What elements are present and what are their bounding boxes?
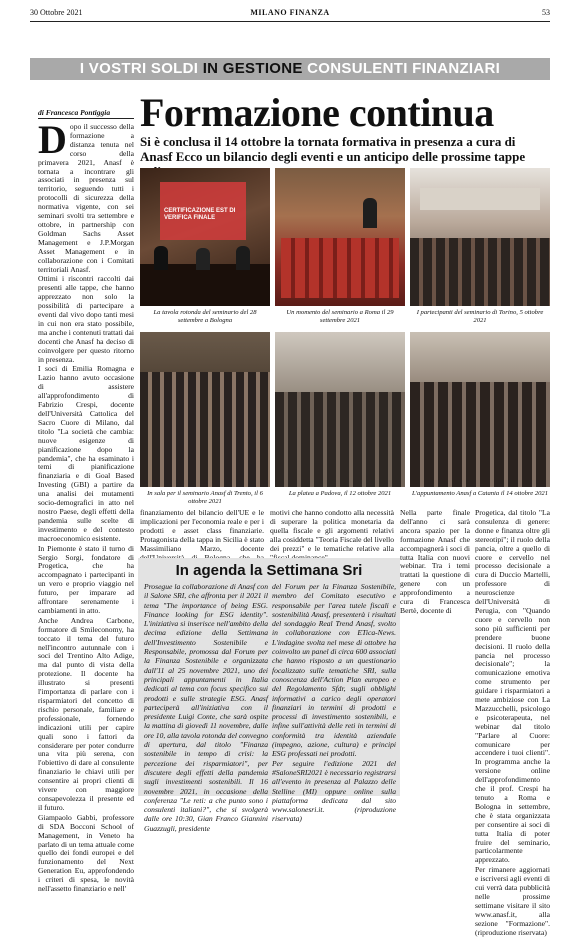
publication-name: MILANO FINANZA [250, 7, 330, 17]
photo-caption-trento: In sala per il seminario Anasf di Trento, il 6 ottobre 2021 [147, 490, 263, 505]
section-part-3: CONSULENTI FINANZIARI [307, 60, 501, 77]
screen-text: CERTIFICAZIONE EST DI VERIFICA FINALE [164, 208, 236, 221]
speaker-figure [154, 246, 168, 270]
audience-seats [410, 238, 550, 306]
issue-date: 30 Ottobre 2021 [30, 7, 83, 17]
article-column-4: Nella parte finale dell'anno ci sarà ancora spazio per la formazione Anasf che accompagnerà i soci di tutta Italia con nuovi webinar. Tra i temi trattati la questione di genere con un approfondimento a cura di Francesca Bertè, docente di [400, 508, 470, 615]
photo-caption-roma: Un momento del seminario a Roma il 29 settembre 2021 [286, 309, 394, 324]
photo-catania [410, 332, 550, 487]
agenda-box-column-1: Prosegue la collaborazione di Anasf con il Salone SRI, che affronta per il 2021 il tema "The importance of being ESG. Finance looking for ESG identity". L'iniziativa si inserisce nell'ambito della decima edizione della Settimana dell'Investimento Sostenibile e Responsabile, promossa dal Forum per la Finanza Sostenibile e organizzata dall'11 al 25 novembre 2021, uno dei principali appuntamenti in Italia dedicati al tema con focus specifico sui prodotti e sulle strategie ESG. Anasf parteciperà all'iniziativa con il presidente Luigi Conte, che sarà ospite la mattina di giovedì 11 novembre, dalle ore 10, alla tavola rotonda del convegno di apertura, dal titolo "Finanza sostenibile in tempo di crisi: la percezione dei risparmiatori", per discutere degli effetti della pandemia sugli investimenti sostenibili. Il 16 novembre 2021, in occasione della conferenza "Le reti: a che punto sono i consulenti italiani?", che si svolgerà dalle ore 10:30, Gian Franco Giannini Guazzugli, presidente [144, 582, 268, 833]
col5-paragraph-1: Progetica, dal titolo "La consulenza di genere: donne e finanza oltre gli stereotipi"; il ruolo della pancia, oltre a quello di cuore e cervello nel processo decisionale a cura di Duccio Martelli, professore di neuroscienze dell'Università di Perugia, con "Quando cuore e cervello non sono più sufficienti per prendere buone decisioni. Il ruolo della pancia nel processo decisionale"; la comunicazione emotiva come strumento per guidare i risparmiatori a mete ambiziose con La Mazzucchelli, psicologo e psicoterapeuta, nel webinar dal titolo "Parlare al Cuore: comunicare per accendere i tuoi clienti". In programma anche la versione online dell'approfondimento che il prof. Crespi ha tenuto a Roma e Bologna in settembre, che è stata organizzata per consentire ai soci di tutta Italia di poter fruire del seminario, particolarmente apprezzato. [475, 508, 550, 865]
agenda-col2-paragraph-2: Per seguire l'edizione 2021 del #SaloneSRI2021 è necessario registrarsi all'evento in presenza al Palazzo delle Stelline (MI) oppure online sulla piattaforma dedicata dal sito www.salonesri.it. (riproduzione riservata) [272, 758, 396, 824]
section-part-2: IN GESTIONE [202, 60, 303, 77]
article-column-5 [475, 508, 550, 937]
agenda-col2-paragraph-1: del Forum per la Finanza Sostenibile, membro del Comitato esecutivo e responsabile per l'area tutele fiscali e sostenibilità Anasf, presenterà i risultati del sondaggio Real Trend Anasf, svolto in collaborazione con ETica-News. L'indagine svolta nel mese di ottobre ha coinvolto un panel di circa 600 associati che hanno risposto a un questionario focalizzato sulle tematiche SRI, sulla conoscenza dell'Action Plan europeo e del Regolamento Sfdr, sugli obblighi informativi a carico degli operatori finanziari in termini di prodotti e processi di investimento sostenibili, e infine sull'attività delle reti in termini di conformità tra identità aziendale (impegno, azione, cultura) e principi ESG professati nei prodotti. [272, 582, 396, 759]
col1-paragraph-5: Anche Andrea Carbone, formatore di Smileconomy, ha toccato il tema del futuro nell'incontro autunnale con i soci del Trentino Alto Adige, ma dal punto di vista della protezione. Il docente ha illustrato si presenti l'importanza di parlare con i risparmiatori del concetto di rischio personale, familiare e professionale, fornendo indicazioni utili per capire quali sono i fattori da considerare per poter condurre una vita più serena, con l'obiettivo di dare al consulente finanziario le chiavi utili per consentire ai propri clienti di vivere con maggiore consapevolezza il presente ed il futuro. [38, 615, 134, 812]
audience-seats [140, 372, 270, 487]
col1-paragraph-6: Giampaolo Gabbi, professore di SDA Bocconi School of Management, in Veneto ha parlato di un tema attuale come quello dei fondi europei e del funzionamento del Next Generation Eu, approfondendo i criteri di spesa, le novità nell'assetto finanziario e nell' [38, 812, 134, 894]
section-part-1: I VOSTRI SOLDI [79, 60, 199, 77]
agenda-box-column-2 [272, 582, 396, 824]
drop-cap: D [38, 117, 67, 162]
col1-paragraph-1: opo il successo della formazione a distanza tenuta nel corso della primavera 2021, Anasf è tornata a incontrare gli associati in presenza sul territorio, seguendo tutti i protocolli di sicurezza della normativa vigente, con sei seminari svolti tra settembre e ottobre, in partnership con Goldman Sachs Asset Management e J.P.Morgan Asset Management e in collaborazione con i Comitati territoriali Anasf. [38, 122, 134, 274]
agenda-box-title: In agenda la Settimana Sri [175, 562, 363, 579]
byline: di Francesca Pontiggia [38, 108, 111, 117]
speaker-figure [363, 198, 377, 228]
article-title: Formazione continua [140, 90, 494, 135]
photo-roma [275, 168, 405, 306]
article-column-1 [38, 117, 134, 894]
photo-caption-bologna: La tavola rotonda del seminario del 28 settembre a Bologna [153, 309, 257, 324]
audience-seats [410, 382, 550, 487]
stage-table [140, 264, 270, 306]
article-column-2: finanziamento del bilancio dell'UE e le implicazioni per l'economia reale e per i prodotti e asset class finanziarie. Protagonista della tappa in Sicilia è stato Massimiliano Marzo, docente [140, 508, 264, 553]
photo-caption-torino: I partecipanti del seminario di Torino, 5 ottobre 2021 [416, 309, 544, 324]
photo-caption-padova: La platea a Padova, il 12 ottobre 2021 [288, 490, 392, 497]
photo-padova [275, 332, 405, 487]
speaker-figure [236, 246, 250, 270]
speaker-figure [196, 248, 210, 270]
article-subtitle: Si è conclusa il 14 ottobre la tornata formativa in presenza a cura di Anasf Ecco un bilancio degli eventi e un anticipo delle prossime tappe [140, 134, 526, 164]
photo-torino [410, 168, 550, 306]
header-rule [30, 21, 550, 22]
photo-caption-catania: L'appuntamento Anasf a Catania il 14 ottobre 2021 [411, 490, 549, 497]
audience-seats [275, 392, 405, 487]
col1-paragraph-2: Ottimi i riscontri raccolti dai presenti alle tappe, che hanno apprezzato non solo la possibilità di partecipare a eventi dal vivo dopo tanti mesi in cui non era stato possibile, ma anche i contenuti trattati dai docenti che Anasf ha deciso di coinvolgere per questo ritorno in presenza. [38, 274, 134, 364]
section-band [30, 58, 550, 80]
col1-paragraph-3: I soci di Emilia Romagna e Lazio hanno avuto occasione di assistere all'approfondimento di Fabrizio Crespi, docente dell'Università Cattolica del Sacro Cuore di Milano, dal titolo "La società che cambia: nuove esigenze di pianificazione dopo la pandemia", che ha esaminato i temi di pianificazione finanziaria e di Goal Based Investing (GBI) a partire da una analisi dei mutamenti socio-demografici in atto nel nostro Paese, degli effetti della pandemia sulle scelte di investimento e del contesto macroeconomico esistente. [38, 364, 134, 543]
photo-trento [140, 332, 270, 487]
article-column-3: motivi che hanno condotto alla necessità di superare la politica monetaria da quella fiscale e gli argomenti relativi alla cosiddetta "Teoria Fiscale del livello dei prezzi" e le tematiche relative alla [270, 508, 394, 553]
col5-paragraph-2: Per rimanere aggiornati e iscriversi agli eventi di cui verrà data pubblicità nelle prossime settimane visitare il sito www.anasf.it, alla sezione "Formazione". (riproduzione riservata) [475, 865, 550, 937]
page-number: 53 [542, 7, 550, 17]
audience-seats [281, 238, 399, 298]
photo-bologna [140, 168, 270, 306]
ceiling-lights [420, 188, 540, 210]
col1-paragraph-4: In Piemonte è stato il turno di Sergio Sorgi, fondatore di Progetica, che ha accompagnato i partecipanti in un vero e proprio viaggio nel futuro, per imparare ad affrontare serenamente i cambiamenti in atto. [38, 543, 134, 615]
